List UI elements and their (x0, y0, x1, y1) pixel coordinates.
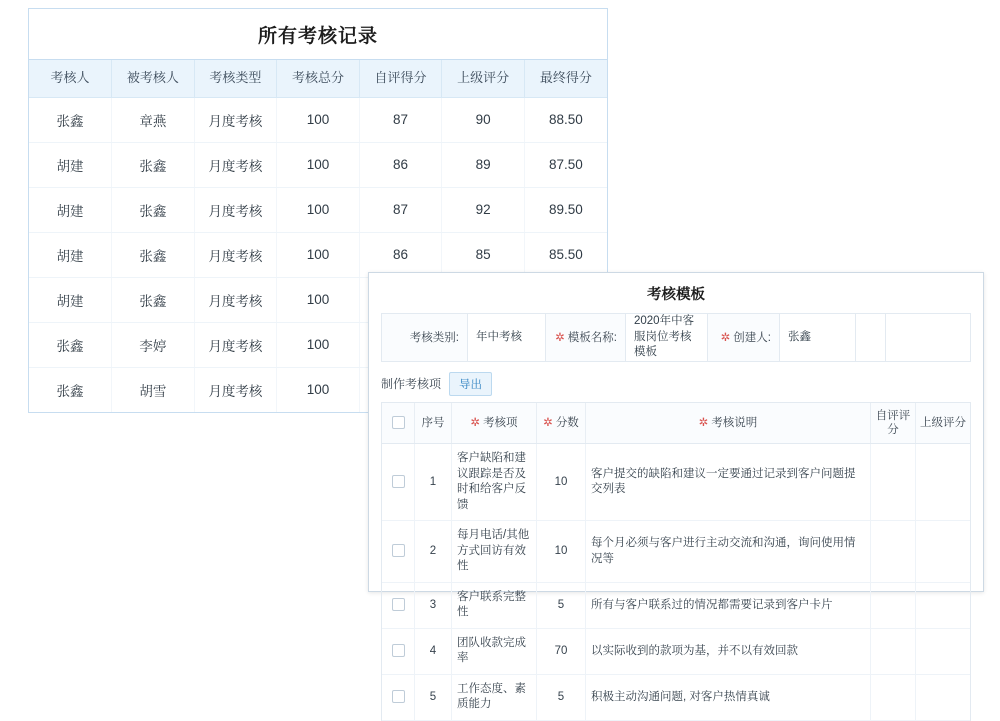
cell-final-score: 85.50 (524, 232, 607, 277)
col-description-text: 考核说明 (711, 416, 758, 429)
cell-type: 月度考核 (194, 97, 277, 142)
required-asterisk-icon: ✲ (720, 332, 731, 345)
cell-score: 5 (537, 582, 586, 628)
cell-self-score: 86 (359, 142, 442, 187)
template-toolbar (381, 372, 971, 396)
export-button[interactable]: 导出 (449, 372, 492, 396)
cell-final-score: 88.50 (524, 97, 607, 142)
row-select-cell[interactable] (382, 521, 415, 583)
col-score-text: 分数 (555, 416, 579, 429)
cell-assessor: 张鑫 (29, 322, 112, 367)
cell-self-score (871, 521, 916, 583)
cell-score: 5 (537, 674, 586, 720)
table-row[interactable] (29, 232, 607, 277)
cell-self-score (871, 582, 916, 628)
cell-superior-score (916, 628, 971, 674)
assessment-template-panel (368, 272, 984, 711)
cell-superior-score (916, 582, 971, 628)
template-name-value[interactable] (626, 314, 708, 362)
creator-value[interactable] (780, 314, 856, 362)
template-name-label (546, 314, 626, 362)
cell-self-score: 87 (359, 97, 442, 142)
cell-item: 团队收款完成率 (452, 628, 537, 674)
records-col-final-score: 最终得分 (524, 60, 607, 97)
table-row[interactable] (382, 444, 970, 521)
row-checkbox[interactable] (392, 475, 405, 488)
cell-superior-score (916, 444, 971, 521)
select-all-header[interactable] (382, 403, 415, 444)
cell-index: 3 (415, 582, 452, 628)
cell-final-score: 87.50 (524, 142, 607, 187)
cell-description: 客户提交的缺陷和建议一定要通过记录到客户问题提交列表 (586, 444, 871, 521)
cell-assessor: 张鑫 (29, 97, 112, 142)
cell-total: 100 (277, 277, 360, 322)
col-index: 序号 (415, 403, 452, 444)
records-table-header-row (29, 60, 607, 97)
category-label-text: 考核类别: (409, 332, 459, 345)
category-label (382, 314, 468, 362)
records-col-total: 考核总分 (277, 60, 360, 97)
cell-assessor: 胡建 (29, 277, 112, 322)
cell-score: 10 (537, 521, 586, 583)
cell-total: 100 (277, 142, 360, 187)
cell-type: 月度考核 (194, 187, 277, 232)
row-select-cell[interactable] (382, 444, 415, 521)
cell-type: 月度考核 (194, 232, 277, 277)
category-value[interactable] (468, 314, 546, 362)
cell-item: 工作态度、素质能力 (452, 674, 537, 720)
cell-index: 4 (415, 628, 452, 674)
cell-final-score: 89.50 (524, 187, 607, 232)
records-col-assessor: 考核人 (29, 60, 112, 97)
template-items-table-wrap (381, 402, 971, 721)
cell-superior-score: 92 (442, 187, 525, 232)
cell-total: 100 (277, 367, 360, 412)
table-row[interactable] (29, 97, 607, 142)
required-asterisk-icon: ✲ (543, 416, 553, 429)
cell-superior-score: 85 (442, 232, 525, 277)
records-panel-title: 所有考核记录 (29, 9, 607, 60)
cell-type: 月度考核 (194, 322, 277, 367)
row-checkbox[interactable] (392, 644, 405, 657)
cell-self-score: 86 (359, 232, 442, 277)
col-item-text: 考核项 (483, 416, 518, 429)
cell-score: 10 (537, 444, 586, 521)
cell-total: 100 (277, 322, 360, 367)
cell-score: 70 (537, 628, 586, 674)
cell-superior-score: 89 (442, 142, 525, 187)
cell-self-score: 87 (359, 187, 442, 232)
records-col-superior-score: 上级评分 (442, 60, 525, 97)
template-table-header-row (382, 403, 970, 444)
cell-description: 以实际收到的款项为基，并不以有效回款 (586, 628, 871, 674)
cell-index: 2 (415, 521, 452, 583)
col-self-score: 自评评分 (871, 403, 916, 444)
cell-assessee: 张鑫 (112, 232, 195, 277)
required-asterisk-icon: ✲ (470, 416, 481, 429)
cell-total: 100 (277, 187, 360, 232)
col-description (586, 403, 871, 444)
cell-assessee: 张鑫 (112, 187, 195, 232)
table-row[interactable] (382, 674, 970, 720)
row-checkbox[interactable] (392, 690, 405, 703)
creator-label (708, 314, 780, 362)
cell-description: 每个月必须与客户进行主动交流和沟通，询问使用情况等 (586, 521, 871, 583)
cell-index: 1 (415, 444, 452, 521)
table-row[interactable] (382, 628, 970, 674)
cell-type: 月度考核 (194, 367, 277, 412)
cell-assessee: 胡雪 (112, 367, 195, 412)
row-checkbox[interactable] (392, 544, 405, 557)
cell-assessor: 张鑫 (29, 367, 112, 412)
col-superior-score: 上级评分 (916, 403, 971, 444)
table-row[interactable] (382, 582, 970, 628)
records-col-self-score: 自评得分 (359, 60, 442, 97)
cell-item: 每月电话/其他方式回访有效性 (452, 521, 537, 583)
cell-assessee: 章燕 (112, 97, 195, 142)
template-items-table (382, 403, 970, 721)
cell-self-score (871, 444, 916, 521)
cell-superior-score: 90 (442, 97, 525, 142)
records-col-type: 考核类型 (194, 60, 277, 97)
cell-assessee: 李婷 (112, 322, 195, 367)
cell-superior-score (916, 674, 971, 720)
cell-description: 积极主动沟通问题, 对客户热情真诚 (586, 674, 871, 720)
records-col-assessee: 被考核人 (112, 60, 195, 97)
meta-empty-cell-2 (886, 314, 970, 362)
cell-assessor: 胡建 (29, 232, 112, 277)
template-name-value-text: 2020年中客服岗位考核模板 (634, 315, 695, 359)
row-checkbox[interactable] (392, 598, 405, 611)
template-meta-row (381, 313, 971, 362)
creator-label-text: 创建人: (733, 332, 771, 345)
category-value-text: 年中考核 (476, 330, 522, 343)
row-select-cell[interactable] (382, 674, 415, 720)
col-score (537, 403, 586, 444)
table-row[interactable] (382, 521, 970, 583)
required-asterisk-icon: ✲ (698, 416, 709, 429)
template-name-label-text: 模板名称: (567, 332, 617, 345)
col-item (452, 403, 537, 444)
make-items-label: 制作考核项 (381, 377, 442, 392)
meta-empty-cell-1 (856, 314, 886, 362)
cell-type: 月度考核 (194, 277, 277, 322)
cell-superior-score (916, 521, 971, 583)
cell-total: 100 (277, 232, 360, 277)
select-all-checkbox[interactable] (392, 416, 405, 429)
cell-description: 所有与客户联系过的情况都需要记录到客户卡片 (586, 582, 871, 628)
table-row[interactable] (29, 187, 607, 232)
row-select-cell[interactable] (382, 582, 415, 628)
cell-type: 月度考核 (194, 142, 277, 187)
cell-item: 客户缺陷和建议跟踪是否及时和给客户反馈 (452, 444, 537, 521)
cell-item: 客户联系完整性 (452, 582, 537, 628)
required-asterisk-icon: ✲ (555, 332, 565, 345)
template-panel-title: 考核模板 (647, 287, 705, 303)
cell-assessee: 张鑫 (112, 277, 195, 322)
cell-index: 5 (415, 674, 452, 720)
cell-assessor: 胡建 (29, 142, 112, 187)
creator-value-text: 张鑫 (788, 330, 811, 343)
cell-total: 100 (277, 97, 360, 142)
table-row[interactable] (29, 142, 607, 187)
cell-self-score (871, 628, 916, 674)
row-select-cell[interactable] (382, 628, 415, 674)
cell-assessee: 张鑫 (112, 142, 195, 187)
cell-assessor: 胡建 (29, 187, 112, 232)
cell-self-score (871, 674, 916, 720)
